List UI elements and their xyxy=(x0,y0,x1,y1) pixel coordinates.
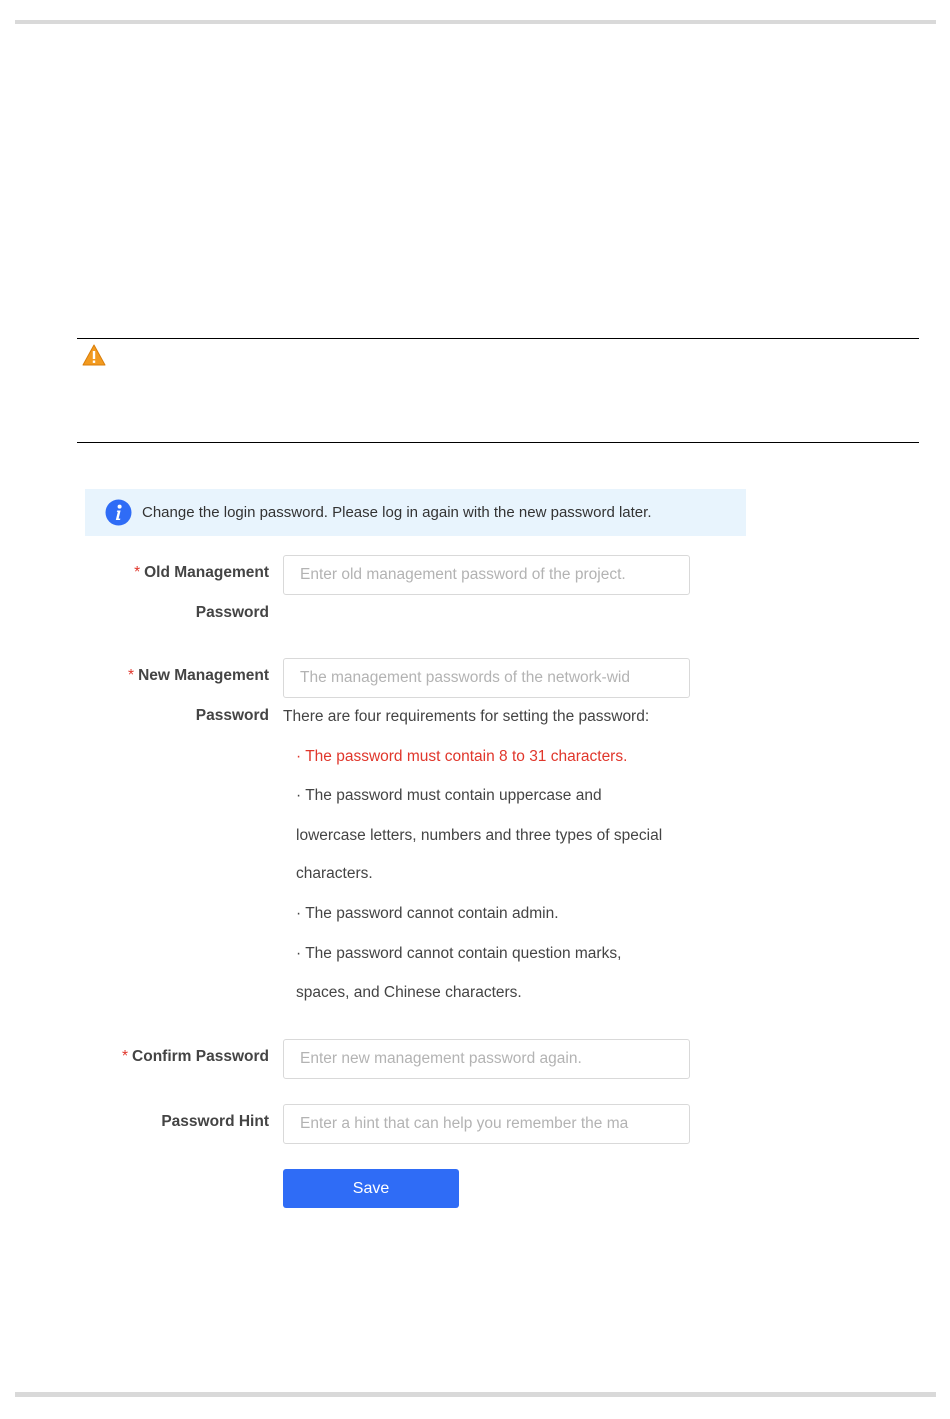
old-password-field[interactable] xyxy=(283,555,690,595)
info-icon xyxy=(105,499,132,526)
requirement-character-types: · The password must contain uppercase and xyxy=(296,787,602,804)
password-requirements-intro: There are four requirements for setting the password: xyxy=(283,708,650,725)
new-password-field[interactable] xyxy=(283,658,690,698)
caution-bottom-divider xyxy=(77,442,919,443)
top-divider xyxy=(15,20,936,24)
new-password-label xyxy=(128,667,269,685)
old-password-label-line2: Password xyxy=(195,604,269,621)
confirm-password-label-text: Confirm Password xyxy=(132,1048,269,1065)
info-banner-text: Change the login password. Please log in again with the new password later. xyxy=(142,504,652,521)
save-button[interactable]: Save xyxy=(283,1169,459,1208)
requirement-character-types-end: characters. xyxy=(296,865,373,882)
new-password-input[interactable] xyxy=(284,659,689,697)
warning-icon xyxy=(82,344,106,366)
bottom-divider xyxy=(15,1392,936,1397)
info-banner xyxy=(85,489,746,536)
password-hint-label: Password Hint xyxy=(161,1113,269,1130)
password-hint-field[interactable] xyxy=(283,1104,690,1144)
confirm-password-input[interactable] xyxy=(284,1040,689,1078)
requirement-character-types-cont: lowercase letters, numbers and three types of special xyxy=(296,827,663,844)
old-password-label xyxy=(134,564,269,582)
confirm-password-field[interactable] xyxy=(283,1039,690,1079)
requirement-no-special: · The password cannot contain question marks, xyxy=(296,945,622,962)
old-password-label-line1: Old Management xyxy=(144,564,269,581)
confirm-password-label xyxy=(122,1048,269,1066)
required-mark: * xyxy=(128,667,135,684)
requirement-no-special-cont: spaces, and Chinese characters. xyxy=(296,984,522,1001)
password-hint-input[interactable] xyxy=(284,1105,689,1143)
old-password-input[interactable] xyxy=(284,556,689,594)
required-mark: * xyxy=(122,1048,129,1065)
caution-top-divider xyxy=(77,338,919,339)
requirement-no-admin: · The password cannot contain admin. xyxy=(296,905,559,922)
new-password-label-line1: New Management xyxy=(138,667,269,684)
requirement-length: · The password must contain 8 to 31 characters. xyxy=(296,748,628,765)
new-password-label-line2: Password xyxy=(195,707,269,724)
required-mark: * xyxy=(134,564,141,581)
